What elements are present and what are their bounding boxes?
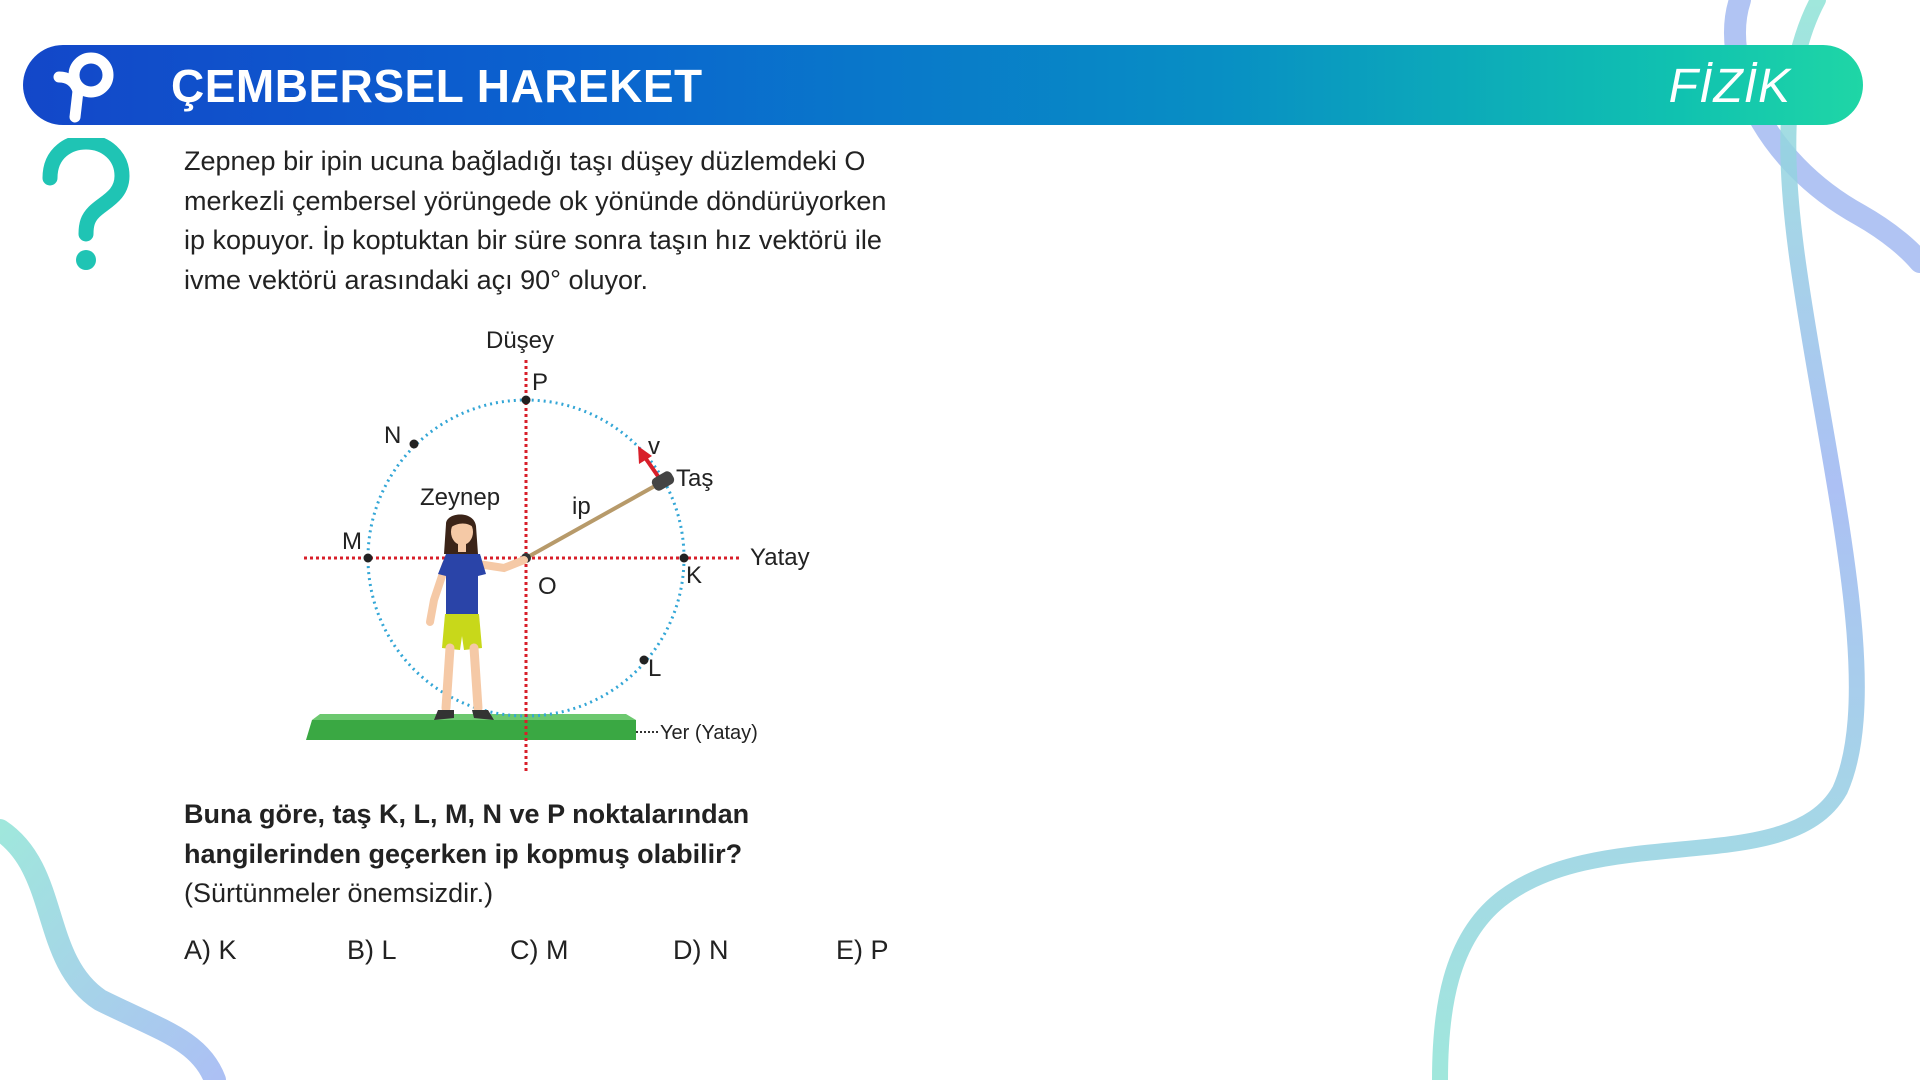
option-e[interactable]: E) P (836, 935, 889, 965)
point-p-label: P (532, 369, 549, 396)
point-m-label: M (342, 528, 362, 555)
person-zeynep (420, 484, 524, 720)
circular-motion-diagram (290, 318, 850, 778)
prompt-line-2: hangilerinden geçerken ip kopmuş olabilir? (184, 838, 743, 869)
rope (526, 482, 662, 558)
deco-curve-right-2 (1440, 0, 1857, 1080)
person-label: Zeynep (420, 484, 501, 511)
deco-curve-right-1 (1735, 0, 1920, 262)
point-p (522, 396, 531, 405)
question-line: ivme vektörü arasındaki açı 90° oluyor. (184, 264, 649, 295)
question-text (184, 142, 984, 300)
option-d[interactable]: D) N (673, 935, 729, 965)
prompt-note: (Sürtünmeler önemsizdir.) (184, 878, 494, 908)
deco-curve-left (0, 830, 215, 1080)
subject-label: FİZİK (1668, 60, 1791, 113)
rope-label: ip (572, 493, 591, 520)
velocity-label: v (648, 433, 660, 460)
vertical-axis-label: Düşey (486, 327, 555, 354)
stone-label: Taş (676, 465, 714, 492)
question-line: ip kopuyor. İp koptuktan bir süre sonra taşın hız vektörü ile (184, 225, 882, 255)
option-c[interactable]: C) M (510, 935, 569, 965)
center-label: O (538, 573, 557, 600)
ground-platform (306, 720, 636, 740)
option-a[interactable]: A) K (184, 935, 237, 965)
point-n (410, 440, 419, 449)
brand-logo-icon (45, 51, 125, 123)
page-title: ÇEMBERSEL HAREKET (171, 60, 703, 112)
question-prompt (184, 795, 1004, 914)
ground-label: Yer (Yatay) (660, 722, 758, 744)
header-bar (23, 45, 1863, 125)
point-n-label: N (384, 422, 402, 449)
question-line: Zepnep bir ipin ucuna bağladığı taşı düşey düzlemdeki O (184, 146, 866, 176)
prompt-line-1: Buna göre, taş K, L, M, N ve P noktalarından (184, 799, 750, 829)
horizontal-axis-label: Yatay (750, 544, 810, 571)
point-k-label: K (686, 562, 703, 589)
question-line: merkezli çembersel yörüngede ok yönünde döndürüyorken (184, 185, 887, 216)
option-b[interactable]: B) L (347, 935, 397, 965)
point-m (364, 554, 373, 563)
point-l-label: L (648, 655, 662, 682)
question-mark-icon (40, 138, 130, 274)
